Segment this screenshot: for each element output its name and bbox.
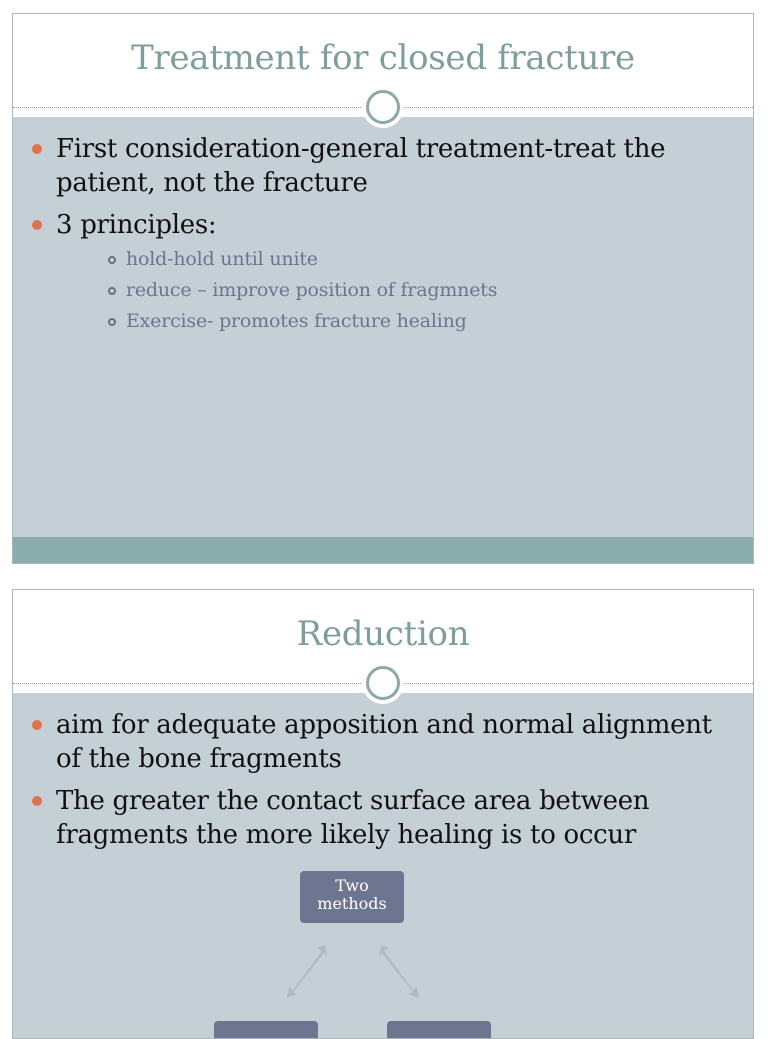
slide-content xyxy=(13,132,753,337)
sub-bullet-item xyxy=(126,275,753,306)
sub-bullet-text: Exercise- promotes fracture healing xyxy=(126,310,467,332)
title-circle-ornament xyxy=(362,662,404,704)
bullet-item xyxy=(56,784,733,852)
slide-footer-band xyxy=(13,537,753,564)
sub-bullet-ring-icon xyxy=(108,318,116,326)
slide-content xyxy=(13,708,753,860)
bullet-text: aim for adequate apposition and normal alignment of the bone fragments xyxy=(56,710,712,774)
sub-bullet-text: hold-hold until unite xyxy=(126,248,318,270)
sub-bullet-text: reduce – improve position of fragmnets xyxy=(126,279,498,301)
bullet-text: 3 principles: xyxy=(56,210,217,240)
sub-bullet-ring-icon xyxy=(108,287,116,295)
circle-ornament-ring xyxy=(366,666,400,700)
slide-title: Reduction xyxy=(296,614,470,654)
left-double-arrow-icon xyxy=(287,945,327,998)
bullet-text: First consideration-general treatment-treat the patient, not the fracture xyxy=(56,134,666,198)
title-circle-ornament xyxy=(362,86,404,128)
bullet-dot-icon xyxy=(32,220,42,230)
bullet-list xyxy=(13,708,753,852)
bullet-list xyxy=(13,132,753,242)
bullet-dot-icon xyxy=(32,796,42,806)
bullet-dot-icon xyxy=(32,720,42,730)
slide-treatment-closed-fracture xyxy=(12,13,754,564)
right-double-arrow-icon xyxy=(379,945,419,998)
diagram-top-box-label: Two methods xyxy=(317,876,387,913)
slide-title: Treatment for closed fracture xyxy=(131,38,635,78)
bullet-item xyxy=(56,132,733,200)
sub-bullet-item xyxy=(126,306,753,337)
sub-bullet-item xyxy=(126,244,753,275)
sub-bullet-ring-icon xyxy=(108,256,116,264)
sub-bullet-list xyxy=(13,244,753,337)
bullet-item xyxy=(56,708,733,776)
slide-reduction xyxy=(12,589,754,1039)
bullet-dot-icon xyxy=(32,144,42,154)
bullet-item xyxy=(56,208,733,242)
diagram-top-box xyxy=(300,871,404,923)
circle-ornament-ring xyxy=(366,90,400,124)
diagram-arrows xyxy=(283,940,423,1000)
bullet-text: The greater the contact surface area between fragments the more likely healing is to occur xyxy=(56,786,650,850)
